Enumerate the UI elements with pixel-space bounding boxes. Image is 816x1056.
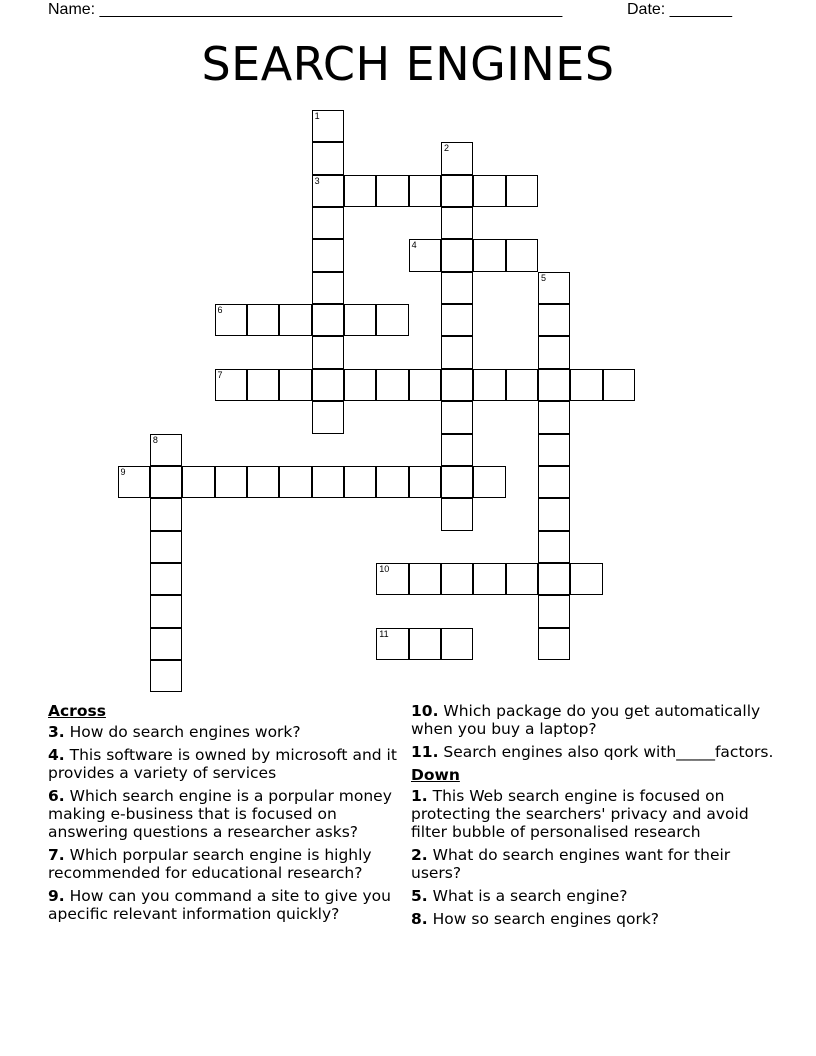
crossword-cell[interactable] bbox=[441, 336, 473, 368]
clue-item bbox=[48, 887, 404, 923]
crossword-cell[interactable] bbox=[150, 563, 182, 595]
clue-number: 10. bbox=[411, 702, 439, 720]
crossword-cell[interactable] bbox=[344, 369, 376, 401]
crossword-cell[interactable] bbox=[473, 563, 505, 595]
crossword-cell[interactable] bbox=[312, 142, 344, 174]
clue-item bbox=[48, 787, 404, 841]
crossword-cell[interactable] bbox=[312, 336, 344, 368]
crossword-cell[interactable] bbox=[538, 401, 570, 433]
crossword-cell[interactable] bbox=[506, 563, 538, 595]
crossword-cell[interactable] bbox=[150, 595, 182, 627]
crossword-cell[interactable] bbox=[538, 272, 570, 304]
crossword-cell[interactable] bbox=[150, 466, 182, 498]
crossword-cell[interactable] bbox=[150, 498, 182, 530]
crossword-cell[interactable] bbox=[376, 369, 408, 401]
crossword-cell[interactable] bbox=[150, 660, 182, 692]
clue-number-label: 4 bbox=[411, 240, 417, 251]
crossword-cell[interactable] bbox=[215, 369, 247, 401]
crossword-cell[interactable] bbox=[506, 369, 538, 401]
clue-number-label: 11 bbox=[379, 628, 389, 639]
clue-text: Search engines also qork with_____factors. bbox=[443, 743, 774, 761]
clue-number-label: 3 bbox=[314, 175, 320, 186]
crossword-cell[interactable] bbox=[473, 466, 505, 498]
page-title: SEARCH ENGINES bbox=[201, 37, 615, 91]
crossword-cell[interactable] bbox=[344, 466, 376, 498]
clue-number: 1. bbox=[411, 787, 428, 805]
clue-text: Which search engine is a porpular money making e-business that is focused on answering questions a researcher asks? bbox=[48, 787, 392, 841]
clue-number-label: 7 bbox=[217, 369, 223, 380]
crossword-cell[interactable] bbox=[409, 239, 441, 271]
clue-number-label: 8 bbox=[152, 434, 158, 445]
crossword-cell[interactable] bbox=[247, 369, 279, 401]
crossword-cell[interactable] bbox=[538, 498, 570, 530]
crossword-cell[interactable] bbox=[538, 595, 570, 627]
crossword-cell[interactable] bbox=[409, 369, 441, 401]
crossword-cell[interactable] bbox=[150, 531, 182, 563]
crossword-cell[interactable] bbox=[376, 304, 408, 336]
crossword-cell[interactable] bbox=[441, 466, 473, 498]
crossword-cell[interactable] bbox=[150, 434, 182, 466]
crossword-cell[interactable] bbox=[441, 272, 473, 304]
clue-text: This software is owned by microsoft and it provides a variety of services bbox=[48, 746, 397, 782]
clue-number: 8. bbox=[411, 910, 428, 928]
crossword-cell[interactable] bbox=[538, 531, 570, 563]
crossword-cell[interactable] bbox=[603, 369, 635, 401]
crossword-cell[interactable] bbox=[215, 466, 247, 498]
crossword-cell[interactable] bbox=[312, 207, 344, 239]
crossword-cell[interactable] bbox=[182, 466, 214, 498]
crossword-cell[interactable] bbox=[538, 466, 570, 498]
clue-text: How can you command a site to give you apecific relevant information quickly? bbox=[48, 887, 391, 923]
clue-number-label: 10 bbox=[379, 563, 390, 574]
crossword-cell[interactable] bbox=[538, 304, 570, 336]
date-line: Date: _______ bbox=[627, 1, 732, 18]
crossword-cell[interactable] bbox=[215, 304, 247, 336]
clue-item bbox=[411, 787, 781, 841]
crossword-cell[interactable] bbox=[441, 175, 473, 207]
crossword-cell[interactable] bbox=[570, 369, 602, 401]
crossword-cell[interactable] bbox=[344, 304, 376, 336]
clue-item bbox=[411, 887, 781, 905]
clue-number: 7. bbox=[48, 846, 65, 864]
crossword-cell[interactable] bbox=[473, 369, 505, 401]
crossword-cell[interactable] bbox=[376, 175, 408, 207]
crossword-cell[interactable] bbox=[441, 207, 473, 239]
crossword-cell[interactable] bbox=[279, 304, 311, 336]
crossword-cell[interactable] bbox=[344, 175, 376, 207]
clue-number: 9. bbox=[48, 887, 65, 905]
crossword-cell[interactable] bbox=[538, 369, 570, 401]
clue-number-label: 6 bbox=[217, 305, 223, 316]
crossword-cell[interactable] bbox=[279, 369, 311, 401]
clue-number-label: 9 bbox=[120, 466, 126, 477]
crossword-cell[interactable] bbox=[506, 239, 538, 271]
crossword-cell[interactable] bbox=[312, 304, 344, 336]
clue-number: 5. bbox=[411, 887, 428, 905]
crossword-cell[interactable] bbox=[312, 369, 344, 401]
clue-number: 6. bbox=[48, 787, 65, 805]
crossword-cell[interactable] bbox=[312, 466, 344, 498]
crossword-cell[interactable] bbox=[376, 563, 408, 595]
clue-number-label: 1 bbox=[314, 111, 320, 121]
clue-item bbox=[411, 846, 781, 882]
crossword-cell[interactable] bbox=[312, 175, 344, 207]
name-line: Name: ____________________________________________________ bbox=[48, 1, 563, 18]
crossword-cell[interactable] bbox=[312, 272, 344, 304]
clue-text: Which porpular search engine is highly recommended for educational research? bbox=[48, 846, 372, 882]
clue-item bbox=[411, 702, 781, 738]
clue-section-heading: Across bbox=[48, 702, 106, 720]
clue-item bbox=[48, 846, 404, 882]
crossword-cell[interactable] bbox=[409, 175, 441, 207]
clue-item bbox=[411, 743, 781, 761]
clue-text: What do search engines want for their users? bbox=[411, 846, 731, 882]
crossword-cell[interactable] bbox=[312, 110, 344, 142]
crossword-cell[interactable] bbox=[441, 434, 473, 466]
crossword-cell[interactable] bbox=[409, 466, 441, 498]
crossword-cell[interactable] bbox=[473, 175, 505, 207]
crossword-cell[interactable] bbox=[441, 563, 473, 595]
clue-number-label: 2 bbox=[444, 143, 450, 154]
crossword-cell[interactable] bbox=[538, 434, 570, 466]
crossword-cell[interactable] bbox=[441, 498, 473, 530]
crossword-cell[interactable] bbox=[473, 239, 505, 271]
crossword-cell[interactable] bbox=[538, 563, 570, 595]
clue-number: 3. bbox=[48, 723, 65, 741]
clue-text: What is a search engine? bbox=[432, 887, 628, 905]
clue-number: 11. bbox=[411, 743, 439, 761]
clue-section-heading: Down bbox=[411, 766, 460, 784]
clue-item bbox=[48, 746, 404, 782]
crossword-cell[interactable] bbox=[247, 304, 279, 336]
crossword-cell[interactable] bbox=[506, 175, 538, 207]
crossword-cell[interactable] bbox=[441, 142, 473, 174]
clue-item bbox=[48, 723, 404, 741]
clue-number: 2. bbox=[411, 846, 428, 864]
clues-right-column bbox=[411, 702, 781, 933]
clue-text: This Web search engine is focused on protecting the searchers' privacy and avoid filter bubble of personalised research bbox=[411, 787, 749, 841]
clues-left-column bbox=[48, 702, 404, 928]
crossword-cell[interactable] bbox=[409, 563, 441, 595]
crossword-cell[interactable] bbox=[376, 466, 408, 498]
clue-number: 4. bbox=[48, 746, 65, 764]
clue-text: How so search engines qork? bbox=[432, 910, 660, 928]
crossword-cell[interactable] bbox=[118, 466, 150, 498]
crossword-cell[interactable] bbox=[409, 628, 441, 660]
crossword-cell[interactable] bbox=[441, 401, 473, 433]
crossword-cell[interactable] bbox=[441, 239, 473, 271]
crossword-cell[interactable] bbox=[376, 628, 408, 660]
crossword-cell[interactable] bbox=[247, 466, 279, 498]
crossword-cell[interactable] bbox=[570, 563, 602, 595]
crossword-cell[interactable] bbox=[150, 628, 182, 660]
crossword-cell[interactable] bbox=[312, 401, 344, 433]
crossword-cell[interactable] bbox=[538, 628, 570, 660]
crossword-cell[interactable] bbox=[441, 304, 473, 336]
crossword-cell[interactable] bbox=[279, 466, 311, 498]
clue-item bbox=[411, 910, 781, 928]
crossword-cell[interactable] bbox=[312, 239, 344, 271]
crossword-cell[interactable] bbox=[538, 336, 570, 368]
crossword-cell[interactable] bbox=[441, 369, 473, 401]
clue-number-label: 5 bbox=[541, 272, 547, 283]
crossword-cell[interactable] bbox=[441, 628, 473, 660]
clue-text: Which package do you get automatically when you buy a laptop? bbox=[411, 702, 761, 738]
clue-text: How do search engines work? bbox=[69, 723, 301, 741]
